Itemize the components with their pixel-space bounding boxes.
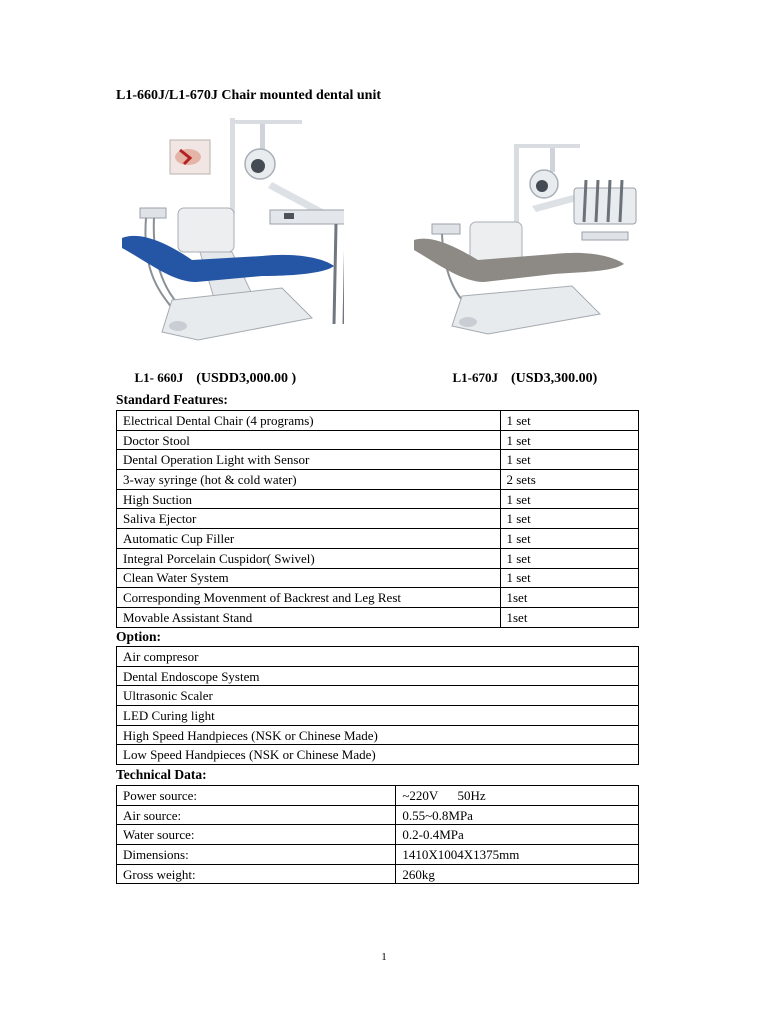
- option-row: [117, 647, 639, 667]
- feature-quantity: 1 set: [500, 489, 639, 509]
- feature-row: [117, 588, 639, 608]
- model-670j: L1-670J: [452, 370, 498, 385]
- feature-quantity: 1 set: [500, 548, 639, 568]
- product-image-660j: [112, 112, 344, 348]
- technical-row: [117, 805, 639, 825]
- feature-quantity: 1set: [500, 607, 639, 627]
- feature-row: [117, 548, 639, 568]
- option-name: High Speed Handpieces (NSK or Chinese Made): [117, 725, 639, 745]
- feature-quantity: 1 set: [500, 430, 639, 450]
- options-table: [116, 646, 639, 765]
- technical-data-table: [116, 785, 639, 884]
- option-row: [117, 706, 639, 726]
- feature-name: Automatic Cup Filler: [117, 529, 501, 549]
- feature-name: Saliva Ejector: [117, 509, 501, 529]
- technical-label: Dimensions:: [117, 845, 396, 865]
- option-name: Ultrasonic Scaler: [117, 686, 639, 706]
- price-660j: (USDD3,000.00 ): [196, 371, 297, 386]
- standard-features-heading: Standard Features:: [116, 392, 228, 407]
- technical-value: ~220V 50Hz: [396, 786, 639, 806]
- option-name: Dental Endoscope System: [117, 666, 639, 686]
- feature-quantity: 1 set: [500, 529, 639, 549]
- feature-row: [117, 411, 639, 431]
- product-caption-670j: [446, 354, 597, 387]
- model-660j: L1- 660J: [134, 370, 184, 385]
- technical-row: [117, 786, 639, 806]
- option-row: [117, 725, 639, 745]
- feature-name: High Suction: [117, 489, 501, 509]
- technical-row: [117, 864, 639, 884]
- feature-name: Integral Porcelain Cuspidor( Swivel): [117, 548, 501, 568]
- feature-name: Dental Operation Light with Sensor: [117, 450, 501, 470]
- technical-label: Air source:: [117, 805, 396, 825]
- technical-value: 0.55~0.8MPa: [396, 805, 639, 825]
- feature-quantity: 1 set: [500, 568, 639, 588]
- dental-unit-670j-illustration: [404, 136, 640, 340]
- technical-data-heading: Technical Data:: [116, 767, 207, 782]
- document-title: L1-660J/L1-670J Chair mounted dental unit: [116, 88, 381, 103]
- feature-quantity: 1 set: [500, 509, 639, 529]
- technical-value: 0.2-0.4MPa: [396, 825, 639, 845]
- option-row: [117, 686, 639, 706]
- feature-quantity: 1 set: [500, 450, 639, 470]
- technical-value: 1410X1004X1375mm: [396, 845, 639, 865]
- feature-row: [117, 489, 639, 509]
- feature-row: [117, 607, 639, 627]
- options-heading: Option:: [116, 629, 162, 644]
- feature-quantity: 1 set: [500, 411, 639, 431]
- feature-quantity: 1set: [500, 588, 639, 608]
- feature-quantity: 2 sets: [500, 470, 639, 490]
- page-number: 1: [381, 951, 387, 963]
- feature-row: [117, 568, 639, 588]
- feature-name: Doctor Stool: [117, 430, 501, 450]
- price-670j: (USD3,300.00): [511, 371, 598, 386]
- option-row: [117, 666, 639, 686]
- option-name: Air compresor: [117, 647, 639, 667]
- feature-row: [117, 529, 639, 549]
- standard-features-table: [116, 410, 639, 628]
- feature-name: Clean Water System: [117, 568, 501, 588]
- option-name: Low Speed Handpieces (NSK or Chinese Made): [117, 745, 639, 765]
- technical-label: Power source:: [117, 786, 396, 806]
- dental-unit-660j-illustration: [112, 112, 344, 348]
- feature-row: [117, 430, 639, 450]
- product-caption-660j: [128, 354, 296, 387]
- feature-name: Corresponding Movenment of Backrest and Leg Rest: [117, 588, 501, 608]
- product-image-670j: [404, 136, 640, 340]
- technical-row: [117, 825, 639, 845]
- feature-name: Electrical Dental Chair (4 programs): [117, 411, 501, 431]
- feature-row: [117, 450, 639, 470]
- technical-row: [117, 845, 639, 865]
- technical-label: Gross weight:: [117, 864, 396, 884]
- technical-label: Water source:: [117, 825, 396, 845]
- feature-row: [117, 509, 639, 529]
- option-row: [117, 745, 639, 765]
- feature-name: Movable Assistant Stand: [117, 607, 501, 627]
- feature-name: 3-way syringe (hot & cold water): [117, 470, 501, 490]
- technical-value: 260kg: [396, 864, 639, 884]
- option-name: LED Curing light: [117, 706, 639, 726]
- feature-row: [117, 470, 639, 490]
